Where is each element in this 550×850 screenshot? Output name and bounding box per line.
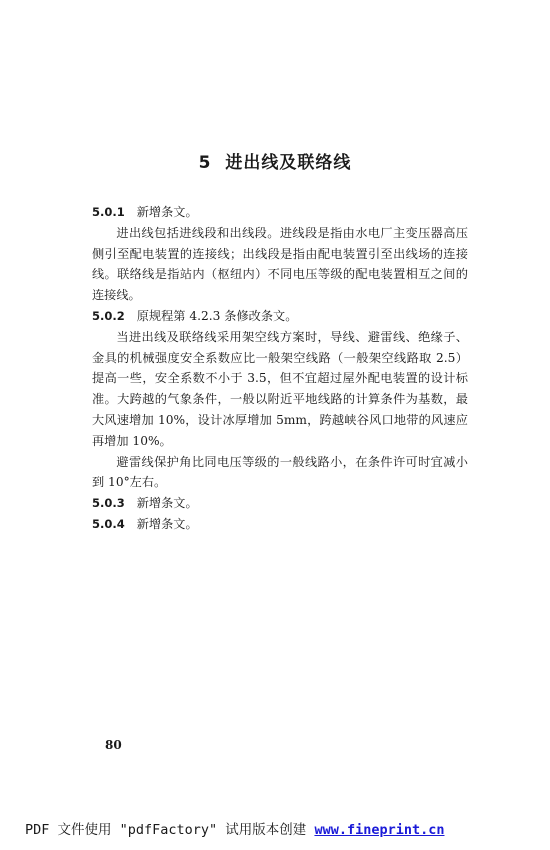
clause-paragraph: 进出线包括进线段和出线段。进线段是指由水电厂主变压器高压侧引至配电装置的连接线；出线段是指由配电装置引至出线场的连接线。联络线是指站内（枢纽内）不同电压等级的配电装置相互之间的连接线。 [92,225,468,303]
clause-number: 5.0.4 [92,516,125,531]
footer-link[interactable]: www.fineprint.cn [314,822,445,838]
page-number: 80 [105,738,122,752]
clause-paragraph: 避雷线保护角比同电压等级的一般线路小，在条件许可时宜减小到 10°左右。 [92,454,468,490]
clause-number: 5.0.2 [92,308,125,323]
clause-heading-text: 原规程第 4.2.3 条修改条文。 [136,308,298,323]
clause-number: 5.0.1 [92,205,125,219]
pdf-watermark-footer [25,818,444,838]
clause-heading [92,306,468,327]
chapter-number: 5 [198,153,212,173]
chapter-title [0,148,550,173]
chapter-body [92,202,468,535]
clause-heading [92,202,468,223]
clause-heading-text: 新增条文。 [136,496,198,511]
clause-heading [92,514,468,535]
clause-heading-text: 新增条文。 [136,205,198,219]
clause-heading [92,493,468,514]
clause-paragraph: 当进出线及联络线采用架空线方案时，导线、避雷线、绝缘子、金具的机械强度安全系数应比一般架空线路（一般架空线路取 2.5）提高一些，安全系数不小于 3.5，但不宜超过屋外配电装置的设计标准。大跨越的气象条件，一般以附近平地线路的计算条件为基数，最大风速增加 10%，设计冰厚增加 5mm，跨越峡谷风口地带的风速应再增加 10%。 [92,329,468,448]
clause-number: 5.0.3 [92,496,125,511]
footer-text: PDF 文件使用 "pdfFactory" 试用版本创建 [25,822,315,838]
clause-heading-text: 新增条文。 [136,516,198,531]
chapter-title-text: 进出线及联络线 [225,153,352,173]
